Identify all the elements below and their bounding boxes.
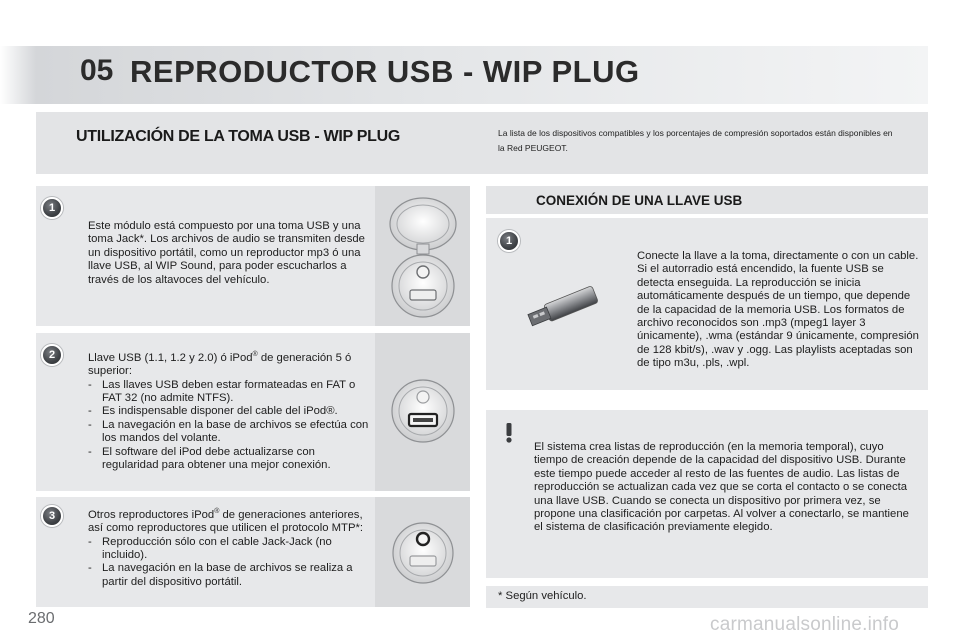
compatibility-note: La lista de los dispositivos compatibles y los porcentajes de compresión soportados están disponibles en la Red PEUGEOT.	[498, 128, 893, 153]
usb-key-icon	[520, 282, 606, 334]
jack-port-highlight-icon	[375, 497, 470, 607]
warning-badge	[497, 420, 521, 444]
step-badge-3: 3	[41, 505, 63, 527]
item-3-bullet-list	[88, 536, 370, 590]
list-item: - La navegación en la base de archivos se efectúa con los mandos del volante.	[88, 419, 370, 446]
usb-jack-socket-open-cover-icon	[375, 186, 470, 326]
warning-text: El sistema crea listas de reproducción (en la memoria temporal), cuyo tiempo de creación depende de la capacidad del dispositivo USB. Durante este tiempo puede acceder al resto de las fuentes de audio. Las listas de reproducción se actualizan cada vez que se corta el contacto o se conecta una llave USB. Cuando se conecta un dispositivo por primera vez, se propone una clasificación por carpetas. Al volver a conectarlo, se mantiene el sistema de clasificación previamente elegido.	[534, 441, 909, 534]
item-2-image	[375, 333, 470, 491]
item-2-bullet-list	[88, 379, 370, 473]
section-number: 05	[80, 54, 114, 87]
item-3-image	[375, 497, 470, 607]
item-2-text	[88, 348, 370, 472]
step-badge-1: 1	[41, 197, 63, 219]
page-number: 280	[28, 610, 55, 627]
page-title: REPRODUCTOR USB - WIP PLUG	[130, 54, 640, 89]
item-1-image	[375, 186, 470, 326]
item-3-intro: Otros reproductores iPod® de generaciones anteriores, así como reproductores que utilicen el protocolo MTP*:	[88, 508, 364, 535]
list-item: - Las llaves USB deben estar formateadas en FAT o FAT 32 (no admite NTFS).	[88, 379, 370, 406]
exclamation-icon	[497, 420, 521, 444]
usb-key-image	[520, 282, 606, 334]
footnote: * Según vehículo.	[498, 590, 587, 602]
watermark: carmanualsonline.info	[710, 614, 900, 635]
step-badge-1-connection: 1	[498, 230, 520, 252]
list-item: - La navegación en la base de archivos se realiza a partir del dispositivo portátil.	[88, 562, 370, 589]
usb-port-highlight-icon	[375, 333, 470, 491]
item-3-text	[88, 505, 370, 589]
list-item: - Es indispensable disponer del cable del iPod®.	[88, 405, 370, 418]
connection-title: CONEXIÓN DE UNA LLAVE USB	[536, 193, 743, 208]
list-item: - El software del iPod debe actualizarse con regularidad para obtener una mejor conexión.	[88, 446, 370, 473]
section-subtitle: UTILIZACIÓN DE LA TOMA USB - WIP PLUG	[76, 128, 401, 145]
connection-text: Conecte la llave a la toma, directamente o con un cable. Si el autorradio está encendido, la fuente USB se detecta enseguida. La reproducción se inicia automáticamente después de un tiempo, que depende de la capacidad de la memoria USB. Los formatos de archivo reconocidos son .mp3 (mpeg1 layer 3 únicamente), .wma (estándar 9 únicamente, compresión de 128 kbit/s), .wav y .ogg. Las playlists aceptadas son de tipo m3u, .pls, .wpl.	[637, 250, 919, 370]
item-2-intro: Llave USB (1.1, 1.2 y 2.0) ó iPod® de generación 5 ó superior:	[88, 351, 352, 378]
list-item: - Reproducción sólo con el cable Jack-Jack (no incluido).	[88, 536, 370, 563]
item-1-text: Este módulo está compuesto por una toma USB y una toma Jack*. Los archivos de audio se transmiten desde un dispositivo portátil, como un reproductor mp3 ó una llave USB, al WIP Sound, para poder escucharlos a través de los altavoces del vehículo.	[88, 220, 365, 286]
step-badge-2: 2	[41, 344, 63, 366]
